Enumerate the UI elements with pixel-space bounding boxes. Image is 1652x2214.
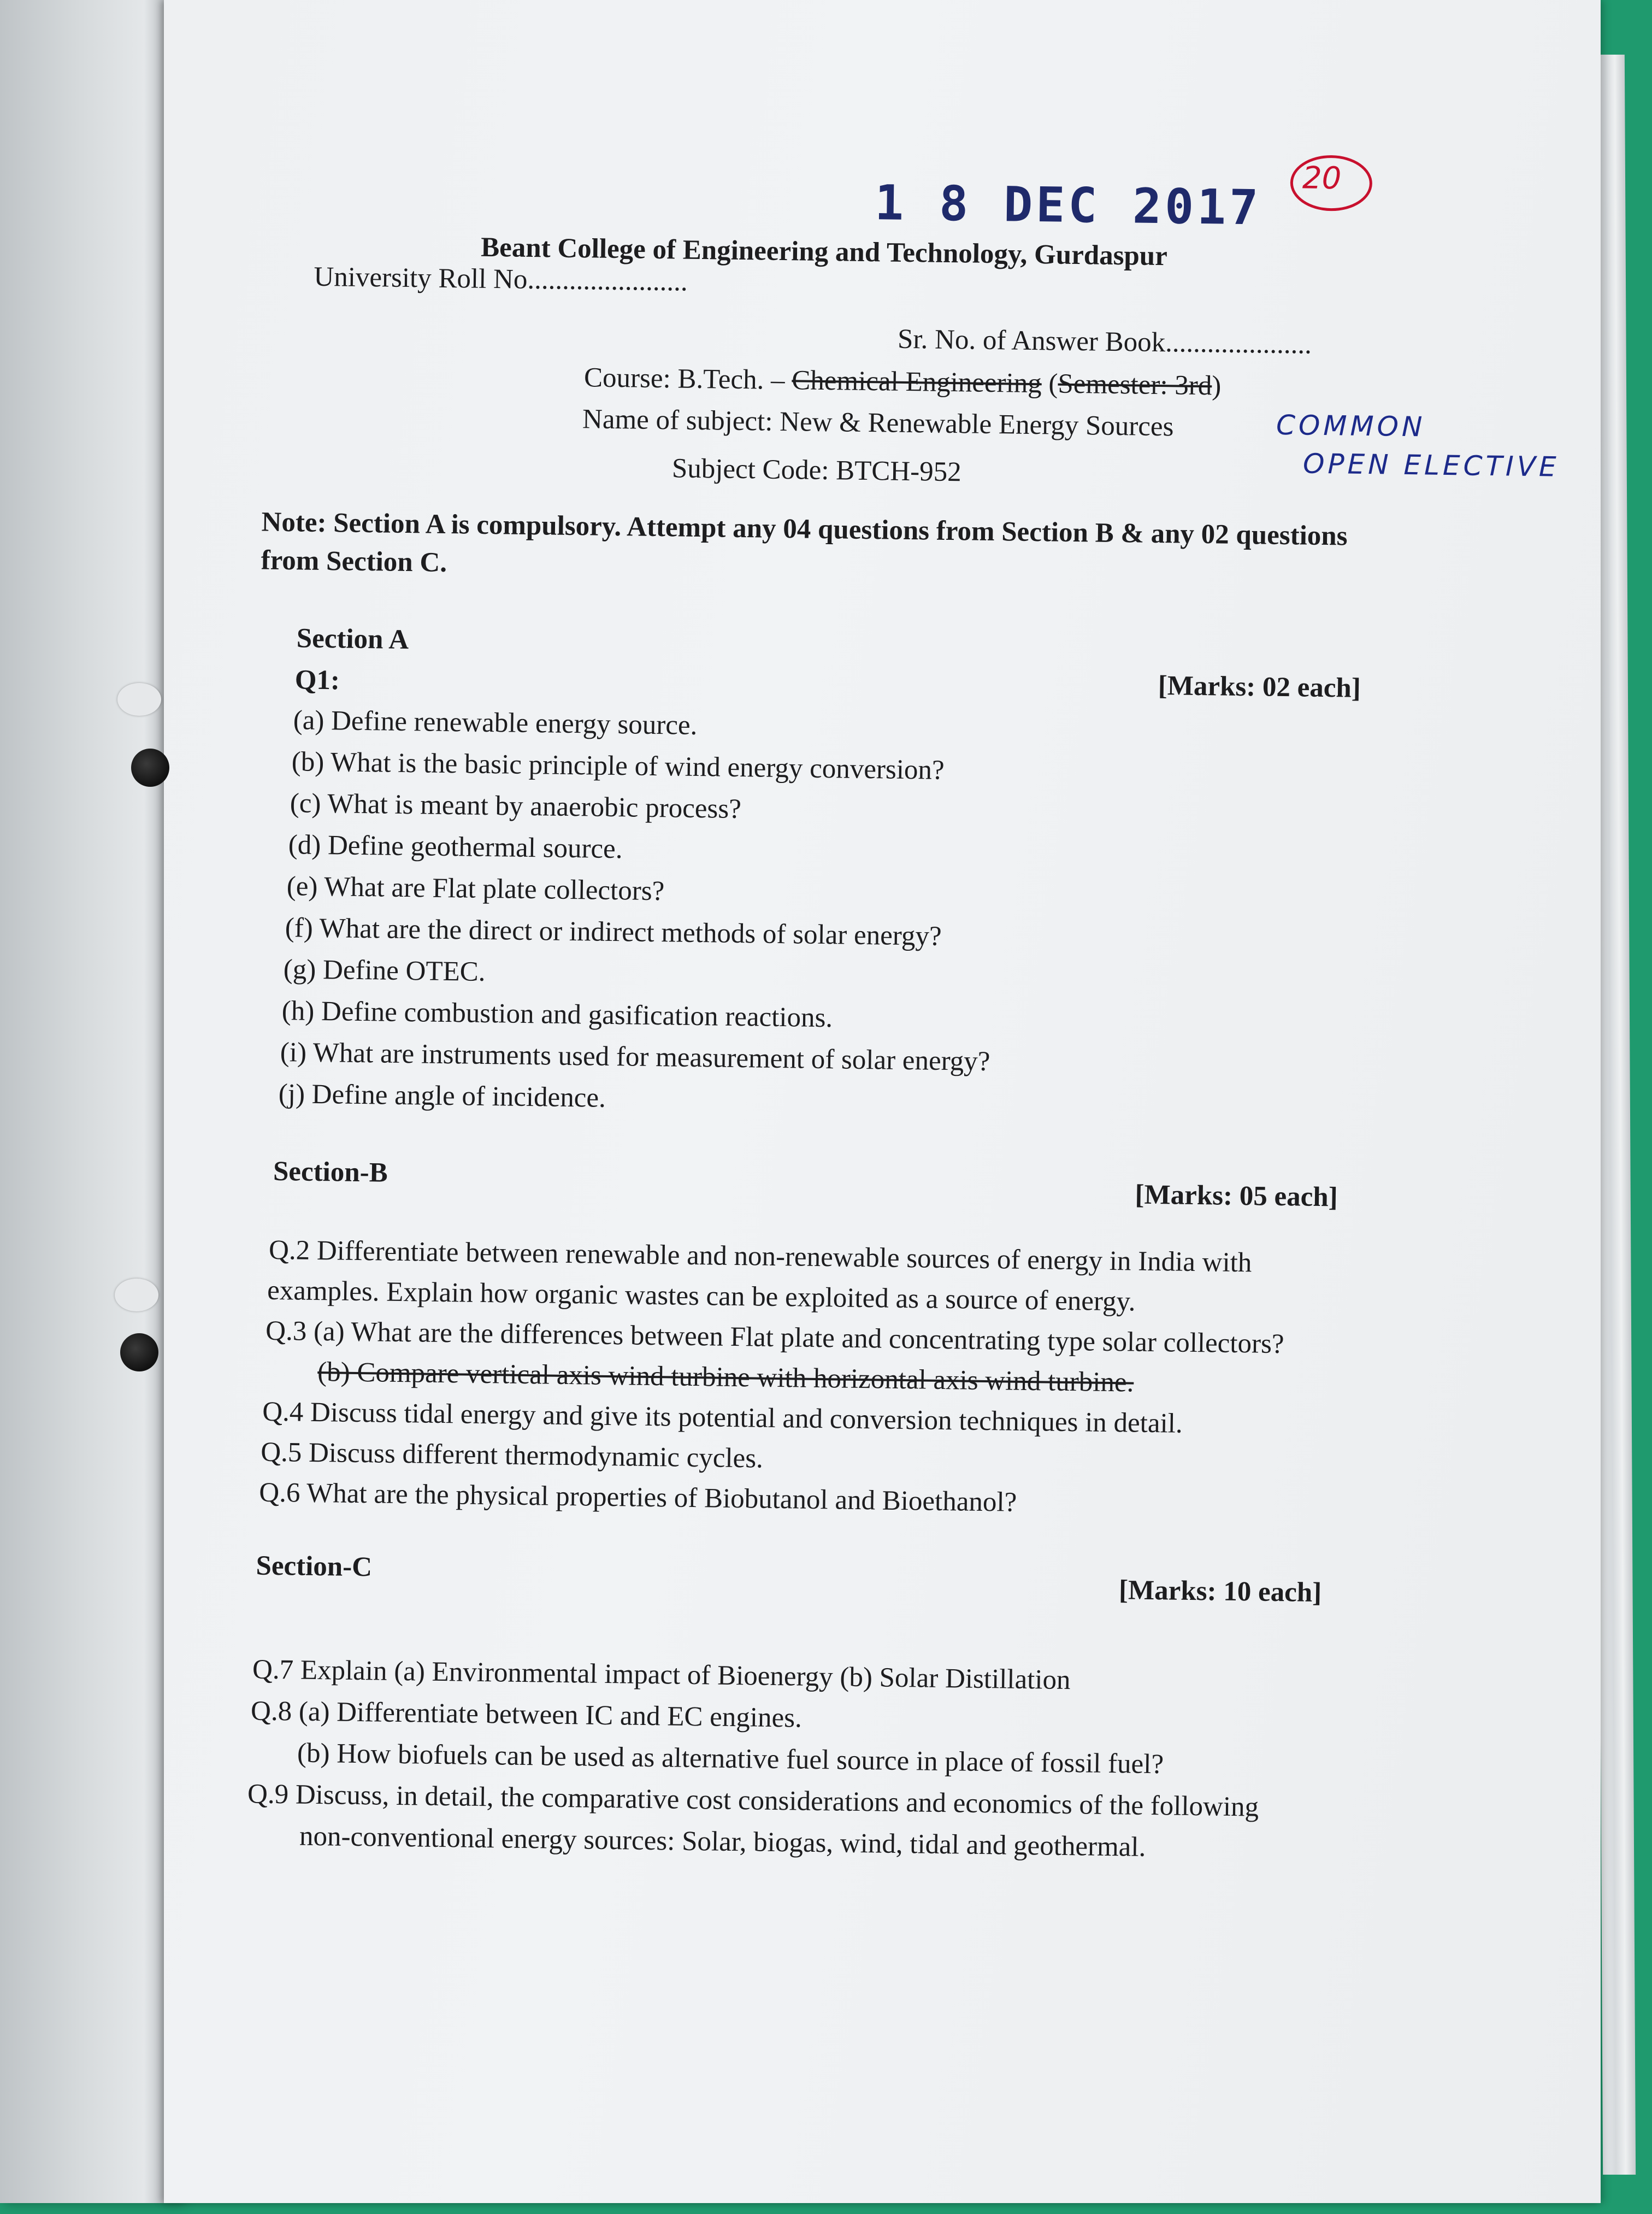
marks-circled-number: 20 <box>1302 160 1342 197</box>
section-a-title: Section A <box>296 623 409 656</box>
question-3a: Q.3 (a) What are the differences between Flat plate and concentrating type solar collectors? <box>265 1315 1284 1360</box>
question-9-line-2: non-conventional energy sources: Solar, biogas, wind, tidal and geothermal. <box>299 1821 1146 1863</box>
section-b-marks: [Marks: 05 each] <box>1135 1179 1338 1213</box>
section-b-title: Section-B <box>273 1156 388 1188</box>
course-line <box>584 362 1222 402</box>
question-8a: Q.8 (a) Differentiate between IC and EC engines. <box>250 1695 803 1734</box>
section-a-item: (h) Define combustion and gasification reactions. <box>281 996 833 1034</box>
note-line-2: from Section C. <box>261 545 447 578</box>
section-a-marks: [Marks: 02 each] <box>1158 670 1361 704</box>
college-name: Beant College of Engineering and Technology, Gurdaspur <box>480 232 1168 272</box>
course-prefix: Course: B.Tech. – <box>583 362 792 396</box>
question-5: Q.5 Discuss different thermodynamic cycles. <box>260 1436 764 1474</box>
question-7: Q.7 Explain (a) Environmental impact of Bioenergy (b) Solar Distillation <box>252 1654 1071 1696</box>
section-a-item: (d) Define geothermal source. <box>288 829 623 865</box>
section-a-item: (g) Define OTEC. <box>283 954 486 987</box>
subject-code: Subject Code: BTCH-952 <box>671 453 962 488</box>
section-a-item: (j) Define angle of incidence. <box>278 1079 606 1114</box>
section-a-item: (c) What is meant by anaerobic process? <box>290 788 742 825</box>
course-semester-close: ) <box>1211 370 1222 402</box>
subject-name: Name of subject: New & Renewable Energy Sources <box>582 404 1174 443</box>
section-a-item: (f) What are the direct or indirect methods of solar energy? <box>285 912 942 952</box>
section-a-item: (b) What is the basic principle of wind energy conversion? <box>291 746 945 786</box>
section-a-item: (i) What are instruments used for measurement of solar energy? <box>280 1037 990 1077</box>
question-8b: (b) How biofuels can be used as alternative fuel source in place of fossil fuel? <box>297 1738 1164 1780</box>
section-a-question-label: Q1: <box>294 664 340 696</box>
section-a-item: (e) What are Flat plate collectors? <box>286 871 665 907</box>
question-2-line-2: examples. Explain how organic wastes can be exploited as a source of energy. <box>267 1275 1136 1317</box>
question-3b-struck: (b) Compare vertical axis wind turbine with horizontal axis wind turbine. <box>317 1357 1134 1398</box>
question-4: Q.4 Discuss tidal energy and give its potential and conversion techniques in detail. <box>262 1396 1183 1439</box>
section-c-marks: [Marks: 10 each] <box>1118 1575 1322 1609</box>
university-roll-no: University Roll No....................... <box>314 261 688 297</box>
course-struck-semester: Semester: 3rd <box>1058 368 1212 402</box>
question-2-line-1: Q.2 Differentiate between renewable and non-renewable sources of energy in India with <box>268 1234 1252 1279</box>
date-stamp: 1 8 DEC 2017 <box>874 174 1262 236</box>
handwritten-open-elective: OPEN ELECTIVE <box>1302 447 1560 483</box>
answer-book-serial: Sr. No. of Answer Book..................... <box>897 323 1312 360</box>
section-c-title: Section-C <box>256 1550 373 1583</box>
section-a-item: (a) Define renewable energy source. <box>293 705 698 741</box>
course-semester-open: ( <box>1041 368 1058 399</box>
course-struck-branch: Chemical Engineering <box>791 365 1042 399</box>
note-line-1: Note: Section A is compulsory. Attempt any 04 questions from Section B & any 02 questions <box>261 507 1348 552</box>
question-6: Q.6 What are the physical properties of Biobutanol and Bioethanol? <box>258 1477 1017 1518</box>
handwritten-common: COMMON <box>1276 409 1426 443</box>
question-9-line-1: Q.9 Discuss, in detail, the comparative cost considerations and economics of the following <box>247 1779 1259 1823</box>
